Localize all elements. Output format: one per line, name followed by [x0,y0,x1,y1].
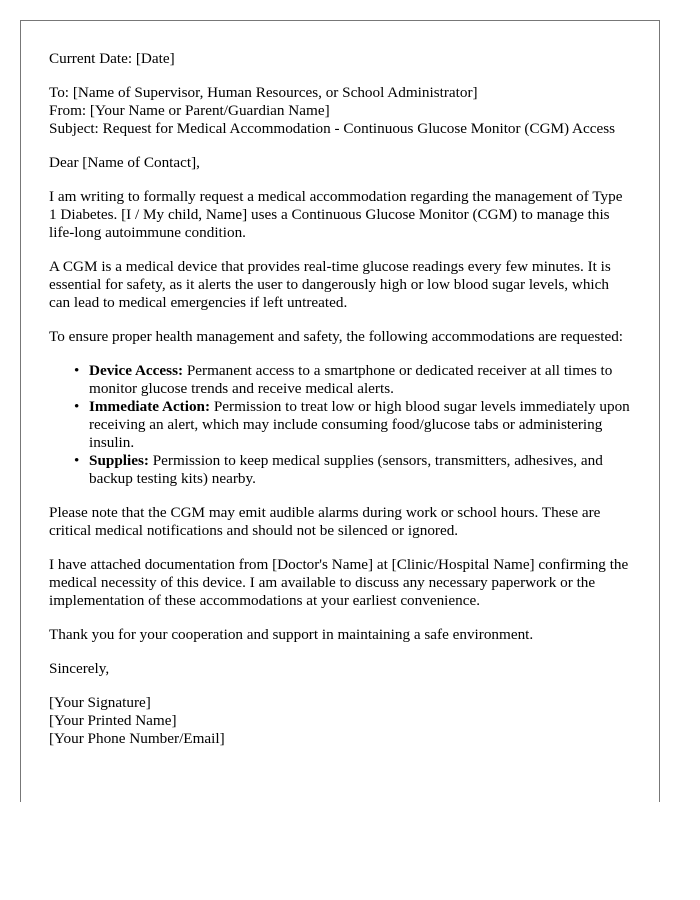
bullet-icon: • [74,362,80,379]
spacer [49,138,631,154]
printed-name-line: [Your Printed Name] [49,712,177,729]
accommodation-text: Permission to keep medical supplies (sensors, transmitters, adhesives, and backup testing kits) nearby. [89,452,603,487]
date-line: Current Date: [Date] [49,50,175,67]
accommodations-intro-paragraph: To ensure proper health management and safety, the following accommodations are requested: [49,328,624,345]
subject-line: Subject: Request for Medical Accommodation - Continuous Glucose Monitor (CGM) Access [49,120,616,137]
closing: Sincerely, [49,660,110,677]
list-item [74,362,631,398]
accommodation-title: Supplies: [89,452,149,469]
accommodations-list [49,362,631,488]
spacer [49,68,631,84]
to-line: To: [Name of Supervisor, Human Resources, or School Administrator] [49,84,478,101]
alarms-paragraph: Please note that the CGM may emit audible alarms during work or school hours. These are critical medical notifications and should not be silenced or ignored. [49,504,601,539]
intro-paragraph: I am writing to formally request a medical accommodation regarding the management of Type 1 Diabetes. [I / My child, Name] uses a Continuous Glucose Monitor (CGM) to manage this life-long autoimmune condition. [49,188,623,241]
bullet-icon: • [74,398,80,415]
signature-line: [Your Signature] [49,694,151,711]
thanks-paragraph: Thank you for your cooperation and support in maintaining a safe environment. [49,626,534,643]
accommodation-text: Permanent access to a smartphone or dedicated receiver at all times to monitor glucose trends and receive medical alerts. [89,362,613,397]
accommodation-text: Permission to treat low or high blood sugar levels immediately upon receiving an alert, which may include consuming food/glucose tabs or administering insulin. [89,398,630,451]
from-line: From: [Your Name or Parent/Guardian Name] [49,102,330,119]
contact-line: [Your Phone Number/Email] [49,730,225,747]
list-item [74,452,631,488]
accommodation-title: Immediate Action: [89,398,211,415]
letter-page [20,20,660,802]
bullet-icon: • [74,452,80,469]
salutation: Dear [Name of Contact], [49,154,200,171]
accommodation-title: Device Access: [89,362,184,379]
documentation-paragraph: I have attached documentation from [Doctor's Name] at [Clinic/Hospital Name] confirming the medical necessity of this device. I am available to discuss any necessary paperwork or the implementation of these accommodations at your earliest convenience. [49,556,629,609]
cgm-description-paragraph: A CGM is a medical device that provides real-time glucose readings every few minutes. It is essential for safety, as it alerts the user to dangerously high or low blood sugar levels, which can lead to medical emergencies if left untreated. [49,258,611,311]
list-item [74,398,631,452]
